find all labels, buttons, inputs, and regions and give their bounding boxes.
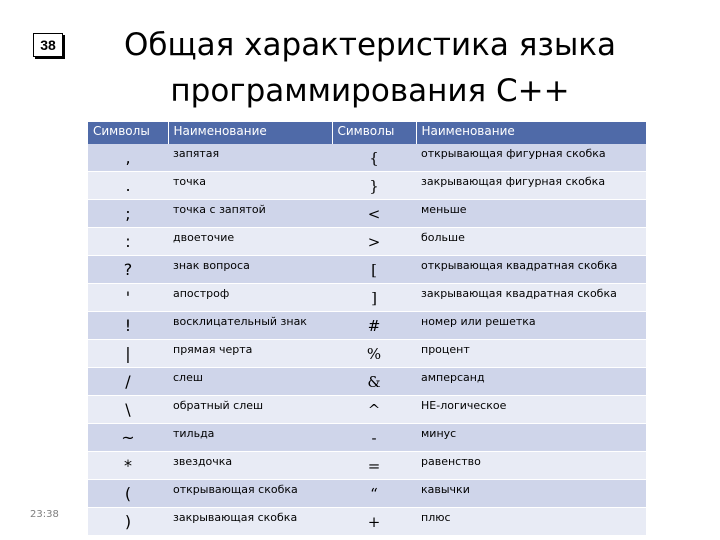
symbol-cell: + (332, 508, 416, 536)
name-cell: минус (416, 424, 646, 452)
symbol-cell: \ (88, 396, 168, 424)
symbol-cell: / (88, 368, 168, 396)
name-cell: открывающая скобка (168, 480, 332, 508)
name-cell: апостроф (168, 284, 332, 312)
symbol-cell: ) (88, 508, 168, 536)
table-row (88, 144, 646, 172)
title-line-1: Общая характеристика языка (123, 27, 617, 63)
symbol-cell: [ (332, 256, 416, 284)
table-row (88, 508, 646, 536)
header-name-2: Наименование (416, 122, 646, 144)
header-symbols-1: Символы (88, 122, 168, 144)
symbol-cell: # (332, 312, 416, 340)
table-row (88, 340, 646, 368)
table-row (88, 256, 646, 284)
symbol-cell: & (332, 368, 416, 396)
symbol-cell: - (332, 424, 416, 452)
symbol-cell: = (332, 452, 416, 480)
name-cell: процент (416, 340, 646, 368)
name-cell: знак вопроса (168, 256, 332, 284)
table-row (88, 480, 646, 508)
name-cell: запятая (168, 144, 332, 172)
name-cell: плюс (416, 508, 646, 536)
symbol-cell: { (332, 144, 416, 172)
symbol-cell: “ (332, 480, 416, 508)
symbol-cell: , (88, 144, 168, 172)
table-row (88, 172, 646, 200)
name-cell: амперсанд (416, 368, 646, 396)
symbol-cell: ~ (88, 424, 168, 452)
table-row (88, 312, 646, 340)
name-cell: НЕ-логическое (416, 396, 646, 424)
header-symbols-2: Символы (332, 122, 416, 144)
symbol-cell: | (88, 340, 168, 368)
table-row (88, 424, 646, 452)
name-cell: прямая черта (168, 340, 332, 368)
title-line-2: программирования C++ (170, 73, 570, 109)
footer-time: 23:38 (30, 509, 59, 520)
symbol-cell: ! (88, 312, 168, 340)
name-cell: открывающая фигурная скобка (416, 144, 646, 172)
name-cell: точка с запятой (168, 200, 332, 228)
name-cell: восклицательный знак (168, 312, 332, 340)
symbol-cell: ; (88, 200, 168, 228)
name-cell: обратный слеш (168, 396, 332, 424)
symbol-cell: ( (88, 480, 168, 508)
name-cell: тильда (168, 424, 332, 452)
symbol-cell: > (332, 228, 416, 256)
table-row (88, 200, 646, 228)
name-cell: кавычки (416, 480, 646, 508)
symbol-cell: ^ (332, 396, 416, 424)
symbols-table (88, 122, 647, 536)
name-cell: слеш (168, 368, 332, 396)
symbol-cell: * (88, 452, 168, 480)
symbol-cell: . (88, 172, 168, 200)
name-cell: звездочка (168, 452, 332, 480)
name-cell: открывающая квадратная скобка (416, 256, 646, 284)
name-cell: номер или решетка (416, 312, 646, 340)
table-header-row (88, 122, 646, 144)
symbol-cell: % (332, 340, 416, 368)
name-cell: точка (168, 172, 332, 200)
symbol-cell: ? (88, 256, 168, 284)
slide-title (90, 22, 650, 114)
symbol-cell: } (332, 172, 416, 200)
table-row (88, 284, 646, 312)
name-cell: меньше (416, 200, 646, 228)
name-cell: равенство (416, 452, 646, 480)
table-row (88, 368, 646, 396)
name-cell: закрывающая квадратная скобка (416, 284, 646, 312)
table-row (88, 452, 646, 480)
table-row (88, 396, 646, 424)
symbol-cell: ' (88, 284, 168, 312)
slide-number-badge: 38 (33, 33, 63, 57)
name-cell: двоеточие (168, 228, 332, 256)
name-cell: больше (416, 228, 646, 256)
name-cell: закрывающая скобка (168, 508, 332, 536)
header-name-1: Наименование (168, 122, 332, 144)
symbol-cell: ] (332, 284, 416, 312)
symbol-cell: : (88, 228, 168, 256)
table-row (88, 228, 646, 256)
table-body (88, 144, 646, 536)
symbol-cell: < (332, 200, 416, 228)
name-cell: закрывающая фигурная скобка (416, 172, 646, 200)
